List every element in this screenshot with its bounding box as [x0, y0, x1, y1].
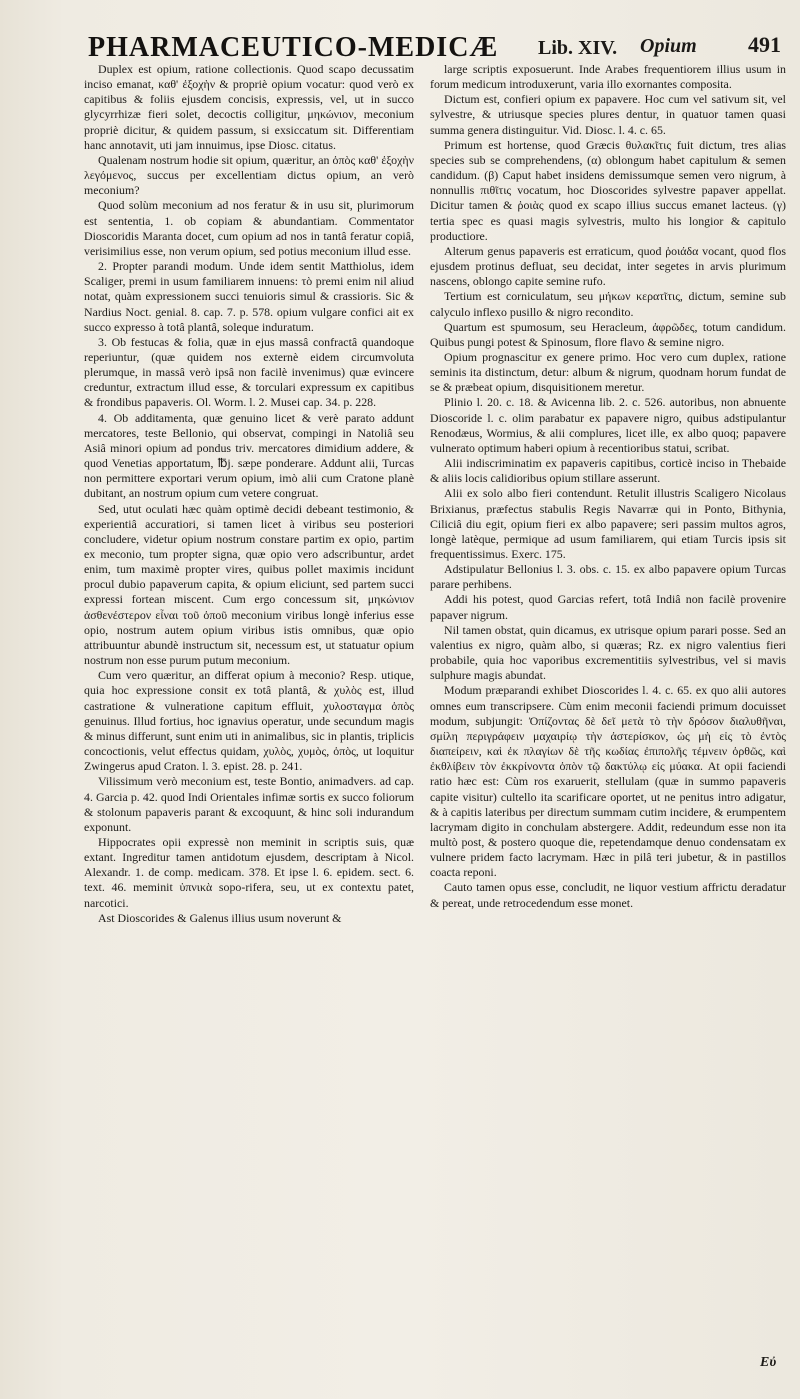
paragraph: Quod solùm meconium ad nos feratur & in usu sit, plurimorum est sententia, 1. ob copiam & abundantiam. Commentator Dioscoridis Maranta docet, cum opium ad nos in tantâ feratur copiâ, verisimilius esse, non verum opium, sed potius meconium illud esse.	[84, 198, 414, 258]
paragraph: 2. Propter parandi modum. Unde idem sentit Matthiolus, idem Scaliger, premi in usum familiarem innuens: τὸ premi enim nil aliud notat, quàm expressionem succi tenuioris simul & crassioris. Sic & Nardius Noct. genial. 8. cap. 7. p. 578. opium vulgare confici ait ex succo expresso à totâ plantâ, soleque induratum.	[84, 259, 414, 334]
paragraph: Primum est hortense, quod Græcis θυλακῖτις fuit dictum, tres alias species sub se comprehendens, (α) oblongum habet capitulum & semen candidum. (β) Caput habet insidens demissumque semen vero nigrum, à nonnullis πιθῖτις vocatum, hoc Dioscorides sylvestre papaver appellat. Dicitur tamen & ῥοιὰς quod ex scapo illius succus emanet lacteus. (γ) tertia spec es quasi magis sylvestris, multo his longior & capitulo productiore.	[430, 137, 786, 243]
paragraph: Vilissimum verò meconium est, teste Bontio, animadvers. ad cap. 4. Garcia p. 42. quod Indi Orientales infimæ sortis ex succo foliorum & stolonum papaveris parant & excoquunt, & hinc soli indurandum exponunt.	[84, 774, 414, 834]
paragraph: Cauto tamen opus esse, concludit, ne liquor vestium affrictu deradatur & pereat, unde retrocedendum esse monet.	[430, 880, 786, 910]
paragraph: Dictum est, confieri opium ex papavere. Hoc cum vel sativum sit, vel sylvestre, & utriusque species plures dentur, in quatuor tamen quasi summa genera distinguitur. Vid. Diosc. l. 4. c. 65.	[430, 92, 786, 137]
running-title: PHARMACEUTICO-MEDICÆ	[88, 32, 499, 63]
paragraph: Opium prognascitur ex genere primo. Hoc vero cum duplex, ratione seminis ita distinctum, detur: album & nigrum, quodnam horum fundat de se & præbeat opium, disquisitionem meretur.	[430, 349, 786, 395]
paragraph: Quartum est spumosum, seu Heracleum, ἀφρῶδες, totum candidum. Quibus pungi potest & Spinosum, flore flavo & semine nigro.	[430, 319, 786, 349]
right-column	[430, 62, 786, 1352]
paragraph: large scriptis exposuerunt. Inde Arabes frequentiorem illius usum in forum medicum introduxerunt, varia illo exornantes composita.	[430, 62, 786, 92]
page-number: 491	[748, 32, 781, 57]
paragraph: Modum præparandi exhibet Dioscorides l. 4. c. 65. ex quo alii autores omnes eum transcripsere. Cùm enim meconii faciendi primum docuisset modum, subjungit: Ὀπίζοντας δὲ δεῖ μετὰ τὸ τὴν δρόσον διαλυθῆναι, σμίλη περιγράφειν μαχαιρίῳ τὴν ἀστερίσκον, ὡς μὴ εἰς τὸ ἐντὸς διαπείρειν, καὶ ἐκ πλαγίων δὲ τῆς κωδίας ἐπιπολῆς τέμνειν ὀρθῶς, καὶ ἐκθλίβειν τὸν ἐκκρίνοντα ὀπὸν τῷ δακτύλῳ εἰς μύακα. At opii faciendi ratio hæc est: Cùm ros exaruerit, stellulam (quæ in summo papaveris capite visitur) cultello ita scarificare oportet, ut ne penitus intro adigatur, & à capitis lateribus per directum summam cutim incidere, & erumpentem lacrymam digito in conchulam abstergere. Addit, redeundum esse non ita multò post, & postero quoque die, repetendamque denuo condensatam ex vulnere pridem facto lacrymam. Hæc in pilâ teri jubetur, & in pastillos coacta reponi.	[430, 683, 786, 880]
paragraph: Cum vero quæritur, an differat opium à meconio? Resp. utique, quia hoc expressione consit ex totâ plantâ, & χυλὸς est, illud castratione & vulneratione capitum effluit, χυλοσταγμα ὀπὸς genuinus. Illud fortius, hoc ignavius operatur, unde secundum magis & minus differunt, sunt enim uti in animalibus, sic in plantis, triplicis concoctionis, velut effectus quidam, χυλὸς, χυμὸς, ὀπὸς, ut loquitur Zwingerus apud Craton. l. 3. epist. 28. p. 241.	[84, 668, 414, 774]
page-header	[88, 24, 788, 64]
paragraph: 3. Ob festucas & folia, quæ in ejus massâ confractâ quandoque reperiuntur, (quæ quidem nos externè eidem circumvoluta plerumque, in massâ verò ipsâ non facilè invenimus) quæ evincere creduntur, extractum illud esse, & torculari expressum ex capitibus & frondibus papaveris. Ol. Worm. l. 2. Musei cap. 34. p. 228.	[84, 334, 414, 410]
paragraph: Sed, utut oculati hæc quàm optimè decidi debeant testimonio, & experientiâ accuratiori, si tamen licet à viribus seu posteriori concludere, videtur opium nostrum constare partim ex opio, partim ex meconio, tum propter signa, quæ opio vero adscribuntur, ardet enim, tum maximè propter vires, quibus pollet maximis incidunt procul dubio papaverum capita, & opium eliciunt, sed partem succi expressi fortean miscent. Cum ergo concessum sit, μηκώνιον ἀσθενέστερον εἶναι τοῦ ὀποῦ meconium viribus longè inferius esse opio, nostrum autem opium viribus istis omnibus, quæ opio attribuuntur abundè instructum sit, necessum est, ut statuatur opium nostrum non esse purum putum meconium.	[84, 501, 414, 668]
paragraph: Hippocrates opii expressè non meminit in scriptis suis, quæ extant. Ingreditur tamen antidotum ejusdem, descriptam à Nicol. Alexandr. 1. de comp. medicam. 378. Et ipse l. 6. epidem. sect. 6. text. 46. meminit ὑπνικὰ sopo-rifera, seu, ut ex contextu patet, narcotici.	[84, 834, 414, 910]
paragraph: 4. Ob additamenta, quæ genuino licet & verè parato addunt mercatores, teste Bellonio, qui observat, compingi in Natoliâ seu Asiâ minori opium ad pondus triv. mercatores dimidium addere, & quod Venetias apportatum, ℔j. sæpe ponderare. Addunt alii, Turcas non permittere exportari verum opium, imò alii cum Cratone planè dubitant, an nostrum opium cum vetere congruat.	[84, 410, 414, 501]
paragraph: Nil tamen obstat, quin dicamus, ex utrisque opium parari posse. Sed an valentius ex nigro, quàm albo, si quæras; Rz. ex nigro valentius fieri probabile, quia hoc vaporibus excrementitiis sylvestribus, vel si mavis sulphure magis abundat.	[430, 622, 786, 683]
paragraph: Adstipulatur Bellonius l. 3. obs. c. 15. ex albo papavere opium Turcas parare perhibens.	[430, 562, 786, 592]
paragraph: Ast Dioscorides & Galenus illius usum noverunt &	[98, 910, 342, 925]
book-number: Lib. XIV.	[538, 37, 618, 59]
paragraph: Plinio l. 20. c. 18. & Avicenna lib. 2. c. 526. autoribus, non abnuente Dioscoride l. c. olim parabatur ex papavere nigro, quibus adstipulantur Renodæus, Wormius, & alii complures, licet ille, ex albo quoq; papavere vulnerato optimum haberi opium à recentioribus statui, scribat.	[430, 395, 786, 455]
paragraph: Tertium est corniculatum, seu μήκων κερατῖτις, dictum, semine sub calyculo inflexo pusillo & nigro recondito.	[430, 289, 786, 319]
catchword: Εὐ	[760, 1355, 777, 1370]
paragraph: Qualenam nostrum hodie sit opium, quæritur, an ὀπὸς καθ' ἐξοχὴν λεγόμενος, succus per excellentiam dictus opium, an verò meconium?	[84, 152, 414, 198]
paragraph: Alterum genus papaveris est erraticum, quod ῥοιάδα vocant, quod flos ejusdem protinus defluat, seu decidat, inter segetes in arvis plurimum nascens, oblongo capite semine rufo.	[430, 243, 786, 289]
paragraph: Duplex est opium, ratione collectionis. Quod scapo decussatim inciso emanat, καθ' ἐξοχὴν & propriè opium vocatur: quod verò ex capitibus & foliis ejusdem concisis, expressis, vel, ut in succo glycyrrhizæ fieri solet, decoctis colligitur, μηκώνιον, meconium propriè dicitur, & quidem passum, si exsiccatum sit. Differentiam hanc annotavit, uti jam innuimus, ipse Diosc. citatus.	[84, 62, 414, 152]
paragraph: Alii indiscriminatim ex papaveris capitibus, corticè inciso in Thebaide & aliis locis calidioribus opium stillare asserunt.	[430, 456, 786, 486]
left-column	[84, 62, 414, 1352]
paragraph: Addi his potest, quod Garcias refert, totâ Indiâ non facilè provenire papaver nigrum.	[430, 592, 786, 622]
section-title: Opium	[640, 35, 697, 57]
paragraph: Alii ex solo albo fieri contendunt. Retulit illustris Scaligero Nicolaus Brixianus, præfectus stabulis Regis Navarræ qui in Ponto, Bithynia, Ciliciâ diu egit, opium fieri ex albo papavere; seri passim multos agros, longè latèque, permique ad usum familiarem, qui etiam Turcis ipsis sit frequentissimus. Exerc. 175.	[430, 486, 786, 561]
